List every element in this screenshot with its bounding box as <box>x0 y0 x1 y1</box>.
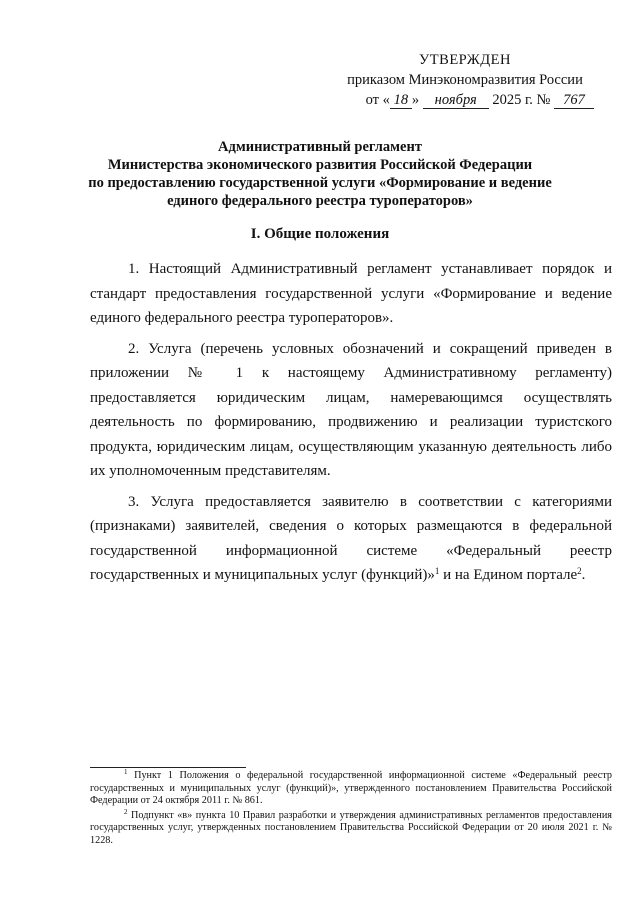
date-mid: » <box>411 92 423 108</box>
handwritten-month: ноября <box>423 92 489 109</box>
paragraph-3-text-b: и на Едином портале <box>439 567 578 583</box>
paragraph-1: 1. Настоящий Административный регламент устанавливает порядок и стандарт предоставления государственной услуги «Формирование и ведение единого федерального реестра туроператоров». <box>90 261 612 326</box>
date-prefix: от « <box>365 92 390 108</box>
footnote-ref-1[interactable]: 1 <box>434 566 440 576</box>
paragraph-3 <box>90 490 612 588</box>
footnote-1-number: 1 <box>124 768 128 776</box>
footnote-2-number: 2 <box>124 807 128 816</box>
paragraph-3-text-c: . <box>581 567 586 583</box>
paragraph-3-text-a: 3. Услуга предоставляется заявителю в соответствии с категориями (признаками) заявителей, сведения о которых размещаются в федеральной государственной информационной системе «Федеральный реестр государственных и муниципальных услуг (функций)» <box>90 493 612 583</box>
footnote-1 <box>90 770 612 808</box>
approval-order: приказом Минэкономразвития России <box>347 72 583 88</box>
handwritten-order-number: 767 <box>554 92 594 109</box>
heading-line-2: Министерства экономического развития Российской Федерации <box>107 157 533 173</box>
approval-stamp: УТВЕРЖДЕН <box>419 52 511 68</box>
document-body <box>90 257 612 594</box>
heading-line-1: Административный регламент <box>218 139 422 155</box>
footnotes <box>90 770 612 849</box>
footnote-2-text: Подпункт «в» пункта 10 Правил разработки и утверждения административных регламентов предоставления государственных услуг, утвержденных постановлением Правительства Российской Федерации от 20 июля 2021 г. № 1228. <box>90 809 612 846</box>
footnote-separator <box>90 767 246 768</box>
approval-block <box>320 50 610 110</box>
date-year: 2025 г. № <box>492 92 551 108</box>
approval-date-line <box>320 90 610 110</box>
section-title: I. Общие положения <box>250 226 390 242</box>
handwritten-day: 18 <box>390 92 412 109</box>
heading-line-3: по предоставлению государственной услуги «Формирование и ведение <box>88 175 552 191</box>
footnote-2 <box>90 807 612 848</box>
paragraph-2: 2. Услуга (перечень условных обозначений и сокращений приведен в приложении № 1 к настоящему Административному регламенту) предоставляется юридическим лицам, намеревающимся осуществлять деятельность по формированию, продвижению и реализации туристского продукта, юридическим лицам, осуществляющим указанную деятельность либо их уполномоченным представителям. <box>90 340 612 479</box>
footnote-1-text: Пункт 1 Положения о федеральной государственной информационной системе «Федеральный реестр государственных и муниципальных услуг (функций)», утвержденного постановлением Правительства Российской Федерации от 24 октября 2011 г. № 861. <box>90 770 612 806</box>
document-heading <box>60 138 580 210</box>
heading-line-4: единого федерального реестра туроператоров» <box>167 193 473 209</box>
footnote-ref-2[interactable]: 2 <box>577 566 582 576</box>
